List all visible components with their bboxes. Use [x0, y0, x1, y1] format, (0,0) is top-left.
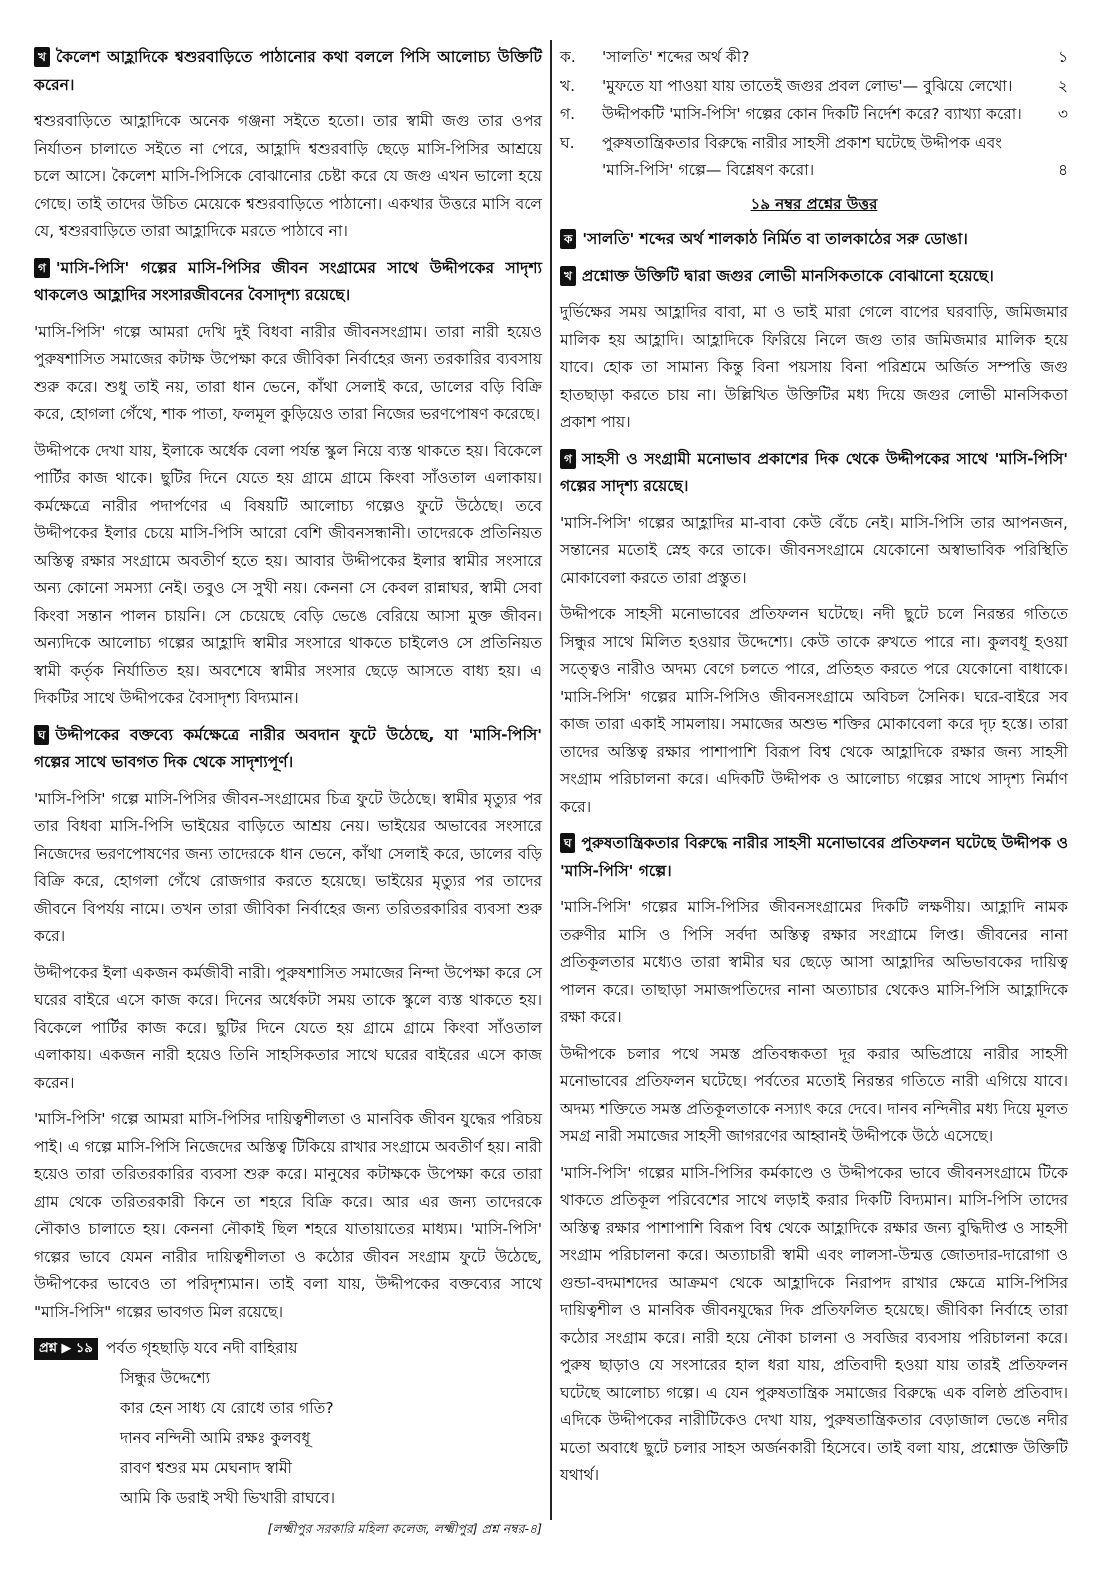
- section-title: ১৯ নম্বর প্রশ্নের উত্তর: [750, 194, 878, 213]
- poem-line: পর্বত গৃহছাড়ি যবে নদী বাহিরায়: [105, 1339, 298, 1357]
- question-points: ২: [1057, 76, 1068, 95]
- answer-text: প্রশ্নোক্ত উক্তিটি দ্বারা জগুর লোভী মানসিকতাকে বোঝানো হয়েছে।: [581, 266, 994, 285]
- answer-text: কৈলেশ আহ্লাদিকে শ্বশুরবাড়িতে পাঠানোর কথা বললে পিসি আলোচ্য উক্তিটি করেন।: [34, 48, 542, 94]
- answer-text: শ্বশুরবাড়িতে আহ্লাদিকে অনেক গঞ্জনা সইতে হতো। তার স্বামী জগু তার ওপর নির্যাতন চালাতে সইতে না পেরে, আহ্লাদি শ্বশুরবাড়ি ছেড়ে মাসি-পিসির আশ্রয়ে চলে আসে। কৈলেশ মাসি-পিসিকে বোঝানোর চেষ্টা করে যে জগু এখন ভালো হয়ে গেছে। তাই তাদের উচিত মেয়েকে শ্বশুরবাড়িতে পাঠানো। একথার উত্তরে মাসি বলে যে, শ্বশুরবাড়িতে তারা আহ্লাদিকে মরতে পাঠাবে না।: [34, 112, 542, 240]
- answer-label-badge: খ: [560, 266, 576, 286]
- answer-ga-heading: [560, 446, 1068, 501]
- answer-text: 'মাসি-পিসি' গল্পের মাসি-পিসির জীবন সংগ্রামের সাথে উদ্দীপকের সাদৃশ্য থাকলেও আহ্লাদির সংসারজীবনের বৈসাদৃশ্য রয়েছে।: [34, 258, 542, 304]
- poem-line: আমি কি ডরাই সখী ভিখারী রাঘবে।: [120, 1488, 335, 1507]
- answer-paragraph: [560, 299, 1068, 437]
- answer-text: 'মাসি-পিসি' গল্পের মাসি-পিসির জীবনসংগ্রামের দিকটি লক্ষণীয়। আহ্লাদি নামক তরুণীর মাসি ও পিসি সর্বদা অস্তিত্ব রক্ষার সংগ্রামে লিপ্ত। জীবনের নানা প্রতিকূলতার মধ্যেও তারা স্বামীর ঘর ছেড়ে আসা আহ্লাদির অভিভাবকের দায়িত্ব পালন করে। তাছাড়া সমাজপতিদের নানা অত্যাচার থেকেও মাসি-পিসি আহ্লাদিকে রক্ষা করে।: [560, 898, 1068, 1026]
- answer-text: 'মাসি-পিসি' গল্পের মাসি-পিসির কর্মকাণ্ডে ও উদ্দীপকের ভাবে জীবনসংগ্রামে টিকে থাকতে প্রতিকূল পরিবেশের সাথে লড়াই করার দিকটি বিদ্যমান। মাসি-পিসি তাদের অস্তিত্ব রক্ষার পাশাপাশি বিরূপ বিশ্ব থেকে আহ্লাদিকে রক্ষার জন্য বুদ্ধিদীপ্ত ও সাহসী সংগ্রাম পরিচালনা করে। অত্যাচারী স্বামী এবং লালসা-উন্মত্ত জোতদার-দারোগা ও গুন্ডা-বদমাশদের আক্রমণ থেকে আহ্লাদিকে নিরাপদ রাখার ক্ষেত্রে মাসি-পিসির দায়িত্বশীল ও মানবিক জীবনযুদ্ধের দিক প্রতিফলিত হয়েছে। জীবিকা নির্বাহে তারা কঠোর সংগ্রাম করে। নারী হয়ে নৌকা চালনা ও সবজির ব্যবসায় পরিচালনা করে। পুরুষ ছাড়াও যে সংসারের হাল ধরা যায়, প্রতিবাদী হওয়া যায় তারই প্রতিফলন ঘটেছে আলোচ্য গল্পে। এ যেন পুরুষতান্ত্রিক সমাজের বিরুদ্ধে এক বলিষ্ঠ প্রতিবাদ। এদিকে উদ্দীপকের নারীটিকেও দেখা যায়, পুরুষতান্ত্রিকতার বেড়াজাল ভেঙে নদীর মতো অবাধে ছুটে চলার সাহস অর্জনকারী হিসেবে। তাই বলা যায়, প্রশ্নোক্ত উক্তিটি যথার্থ।: [560, 1163, 1068, 1484]
- question-list: [560, 44, 1068, 185]
- answer-text: উদ্দীপকে দেখা যায়, ইলাকে অর্ধেক বেলা পর্যন্ত স্কুল নিয়ে ব্যস্ত থাকতে হয়। বিকেলে পার্টির কাজ থাকে। ছুটির দিনে যেতে হয় গ্রামে গ্রামে কিংবা সাঁওতাল এলাকায়। কর্মক্ষেত্রে নারীর পদার্পণের এ বিষয়টি আলোচ্য গল্পেও ফুটে উঠেছে। তবে উদ্দীপকের ইলার চেয়ে মাসি-পিসি আরো বেশি জীবনসন্ধানী। তাদেরকে প্রতিনিয়ত অস্তিত্ব রক্ষার সংগ্রামে অবতীর্ণ হতে হয়। আবার উদ্দীপকের ইলার স্বামীর সংসারে অন্য কোনো সমস্যা নেই। তবুও সে সুখী নয়। কেননা সে কেবল রান্নাঘর, স্বামী সেবা কিংবা সন্তান পালন চায়নি। সে চেয়েছে বেড়ি ভেঙে বেরিয়ে আসা মুক্ত জীবন। অন্যদিকে আলোচ্য গল্পের আহ্লাদি স্বামীর সংসারে থাকতে চাইলেও সে প্রতিনিয়ত স্বামী কর্তৃক নির্যাতিত হয়। অবশেষে স্বামীর সংসার ছেড়ে আসতে বাধ্য হয়। এ দিকটির সাথে উদ্দীপকের বৈসাদৃশ্য বিদ্যমান।: [34, 441, 542, 707]
- answer-text: সাহসী ও সংগ্রামী মনোভাব প্রকাশের দিক থেকে উদ্দীপকের সাথে 'মাসি-পিসি' গল্পের সাদৃশ্য রয়েছে।: [560, 449, 1068, 495]
- answer-label-badge: ক: [560, 229, 576, 249]
- answer-label-badge: ঘ: [34, 725, 49, 745]
- question-text: উদ্দীপকটি 'মাসি-পিসি' গল্পের কোন দিকটি নির্দেশ করে? ব্যাখ্যা করো।: [602, 105, 1022, 123]
- poem-line: সিন্ধুর উদ্দেশ্যে: [120, 1368, 211, 1387]
- question-text: 'সালতি' শব্দের অর্থ কী?: [602, 48, 750, 66]
- question-item: [560, 73, 1068, 101]
- question-text: 'মুফতে যা পাওয়া যায় তাতেই জগুর প্রবল লোভ'— বুঝিয়ে লেখো।: [602, 76, 1013, 95]
- question-19-stimulus: [34, 1335, 542, 1513]
- answer-gha-heading: [34, 722, 542, 777]
- answer-text: দুর্ভিক্ষের সময় আহ্লাদির বাবা, মা ও ভাই মারা গেলে বাপের ঘরবাড়ি, জমিজমার মালিক হয় আহ্লাদি। আহ্লাদিকে ফিরিয়ে নিলে জগু তার জমিজমার মালিক হয়ে যাবে। হোক তা সামান্য কিন্তু বিনা পয়সায় বিনা পরিশ্রমে অর্জিত সম্পত্তি জগু হাতছাড়া করতে চায় না। উল্লিখিত উক্তিটির মধ্য দিয়ে জগুর লোভী মানসিকতা প্রকাশ পায়।: [560, 303, 1068, 431]
- answer-text: 'মাসি-পিসি' গল্পে আমরা দেখি দুই বিধবা নারীর জীবনসংগ্রাম। তারা নারী হয়েও পুরুষশাসিত সমাজের কটাক্ষ উপেক্ষা করে জীবিকা নির্বাহের জন্য তরকারির ব্যবসায় শুরু করে। শুধু তাই নয়, তারা ধান ভেনে, কাঁথা সেলাই করে, ডালের বড়ি বিক্রি করে, হোগলা গেঁথে, শাক পাতা, ফলমূল কুড়িয়েও তারা নিজের ভরণপোষণ করেছে।: [34, 322, 542, 423]
- question-mark: ঘ.: [560, 133, 575, 152]
- answer-paragraph: [34, 1106, 542, 1326]
- poem-line: দানব নন্দিনী আমি রক্ষঃ কুলবধূ: [120, 1428, 311, 1447]
- poem-line: কার হেন সাধ্য যে রোধে তার গতি?: [120, 1398, 334, 1417]
- left-column: [34, 44, 542, 1542]
- answer-paragraph: [560, 894, 1068, 1032]
- answer-gha-heading: [560, 830, 1068, 885]
- answer-label-badge: খ: [34, 47, 50, 67]
- question-points: ১: [1057, 48, 1068, 66]
- answer-text: উদ্দীপকের বক্তব্যে কর্মক্ষেত্রে নারীর অবদান ফুটে উঠেছে, যা 'মাসি-পিসি' গল্পের সাথে ভাবগত দিক থেকে সাদৃশ্যপূর্ণ।: [34, 725, 542, 771]
- answer-label-badge: গ: [34, 258, 50, 278]
- answer-text: 'মাসি-পিসি' গল্পে আমরা মাসি-পিসির দায়িত্বশীলতা ও মানবিক জীবন যুদ্ধের পরিচয় পাই। এ গল্পে মাসি-পিসি নিজেদের অস্তিত্ব টিকিয়ে রাখার সংগ্রামে অবতীর্ণ হয়। নারী হয়েও তারা তরিতরকারির ব্যবসা শুরু করে। মানুষের কটাক্ষকে উপেক্ষা করে তারা গ্রাম থেকে তরিতরকারী কিনে তা শহরে বিক্রি করে। আর এর জন্য তাদেরকে নৌকাও চালাতে হয়। কেননা নৌকাই ছিল শহরে যাতায়াতের মাধ্যম। 'মাসি-পিসি' গল্পের ভাবে যেমন নারীর দায়িত্বশীলতা ও কঠোর জীবন সংগ্রাম ফুটে উঠেছে, উদ্দীপকের ভাবেও তা পরিদৃশ্যমান। তাই বলা যায়, উদ্দীপকের বক্তব্যের সাথে "মাসি-পিসি" গল্পের ভাবগত মিল রয়েছে।: [34, 1110, 542, 1321]
- answer-paragraph: [560, 510, 1068, 593]
- answer-label-badge: গ: [560, 449, 576, 469]
- answer-paragraph: [560, 1160, 1068, 1490]
- answer-label-badge: ঘ: [560, 833, 575, 853]
- answer-kha-heading: [560, 263, 1068, 291]
- answer-paragraph: [560, 1041, 1068, 1151]
- answer-text: 'মাসি-পিসি' গল্পের আহ্লাদির মা-বাবা কেউ বেঁচে নেই। মাসি-পিসি তার আপনজন, সন্তানের মতোই স্নেহ করে তাকে। জীবনসংগ্রামে যেকোনো অস্বাভাবিক পরিস্থিতি মোকাবেলা করতে তারা প্রস্তুত।: [560, 513, 1068, 587]
- answer-paragraph: [34, 438, 542, 713]
- column-divider: [550, 40, 552, 1520]
- question-points: ৪: [1057, 161, 1068, 179]
- question-points: ৩: [1057, 105, 1068, 123]
- question-item: [560, 130, 1068, 185]
- answer-text: 'মাসি-পিসি' গল্পে মাসি-পিসির জীবন-সংগ্রামের চিত্র ফুটে উঠেছে। স্বামীর মৃত্যুর পর তার বিধবা মাসি-পিসি ভাইয়ের বাড়িতে আশ্রয় নেয়। ভাইয়ের অভাবের সংসারে নিজেদের ভরণপোষণের জন্য তাদেরকে ধান ভেনে, কাঁথা সেলাই করে, ডালের বড়ি বিক্রি করে, হোগলা গেঁথে রোজগার করতে হয়েছে। ভাইয়ের মৃত্যুর পর তাদের জীবনে বিপর্যয় নামে। তখন তারা জীবিকা নির্বাহের জন্য তরিতরকারির ব্যবসা শুরু করে।: [34, 789, 542, 945]
- answer-text: উদ্দীপকে চলার পথে সমস্ত প্রতিবন্ধকতা দূর করার অভিপ্রায়ে নারীর সাহসী মনোভাবের প্রতিফলন ঘটেছে। পর্বতের মতোই নিরন্তর গতিতে নারী এগিয়ে যাবে। অদম্য শক্তিতে সমস্ত প্রতিকূলতাকে নস্যাৎ করে দেবে। দানব নন্দিনীর মধ্য দিয়ে মূলত সমগ্র নারী সমাজের সাহসী জাগরণের আহ্বানই উদ্দীপকে উঠে এসেছে।: [560, 1044, 1068, 1145]
- answer-text: উদ্দীপকে সাহসী মনোভাবের প্রতিফলন ঘটেছে। নদী ছুটে চলে নিরন্তর গতিতে সিন্ধুর সাথে মিলিত হওয়ার উদ্দেশ্যে। কেউ তাকে রুখতে পারে না। কুলবধূ হওয়া সত্ত্বেও নারীও অদম্য বেগে চলতে পারে, প্রতিহত করতে পরে যেকোনো বাধাকে। 'মাসি-পিসি' গল্পের মাসি-পিসিও জীবনসংগ্রামে অবিচল সৈনিক। ঘরে-বাইরে সব কাজ তারা একাই সামলায়। সমাজের অশুভ শক্তির মোকাবেলা করে দৃঢ় হস্তে। তারা তাদের অস্তিত্ব রক্ষার পাশাপাশি বিরূপ বিশ্ব থেকে আহ্লাদিকে রক্ষার জন্য সাহসী সংগ্রাম পরিচালনা করে। এদিকটি উদ্দীপক ও আলোচ্য গল্পের সাথে সাদৃশ্য নির্মাণ করে।: [560, 605, 1068, 816]
- question-mark: ক.: [560, 48, 576, 66]
- poem-line: রাবণ শ্বশুর মম মেঘনাদ স্বামী: [120, 1458, 292, 1477]
- question-item: [560, 44, 1068, 72]
- answer-ka-heading: [560, 226, 1068, 254]
- answer-text: 'সালতি' শব্দের অর্থ শালকাঠ নির্মিত বা তালকাঠের সরু ডোঙা।: [582, 230, 968, 248]
- answer-text: উদ্দীপকের ইলা একজন কর্মজীবী নারী। পুরুষশাসিত সমাজের নিন্দা উপেক্ষা করে সে ঘরের বাইরে এসে কাজ করে। দিনের অর্ধেকটা সময় তাকে স্কুলে ব্যস্ত থাকতে হয়। বিকেলে পার্টির কাজ করে। ছুটির দিনে যেতে হয় গ্রামে গ্রামে কিংবা সাঁওতাল এলাকায়। একজন নারী হয়েও তিনি সাহসিকতার সাথে ঘরের বাইরের এসে কাজ করেন।: [34, 963, 542, 1092]
- answer-paragraph: [34, 319, 542, 429]
- answer-paragraph: [34, 960, 542, 1098]
- answer-paragraph: [34, 786, 542, 951]
- question-mark: খ.: [560, 76, 576, 95]
- question-mark: গ.: [560, 105, 576, 123]
- poem-first-line: [34, 1335, 542, 1363]
- answer-paragraph: [560, 601, 1068, 821]
- answer-ga-heading: [34, 255, 542, 310]
- question-item: [560, 101, 1068, 129]
- answer-paragraph: [34, 108, 542, 246]
- right-column: [560, 44, 1068, 1499]
- answer-text: পুরুষতান্ত্রিকতার বিরুদ্ধে নারীর সাহসী মনোভাবের প্রতিফলন ঘটেছে উদ্দীপক ও 'মাসি-পিসি' গল্পে।: [560, 834, 1068, 880]
- answer-kha-heading: [34, 44, 542, 99]
- question-source: [লক্ষ্মীপুর সরকারি মহিলা কলেজ, লক্ষ্মীপুর] প্রশ্ন নম্বর-৪]: [267, 1520, 542, 1536]
- question-text: পুরুষতান্ত্রিকতার বিরুদ্ধে নারীর সাহসী প্রকাশ ঘটেছে উদ্দীপক এবং 'মাসি-পিসি' গল্পে— বিশ্লেষণ করো।: [602, 133, 1002, 179]
- question-number-tag: প্রশ্ন ▶ ১৯: [34, 1338, 98, 1360]
